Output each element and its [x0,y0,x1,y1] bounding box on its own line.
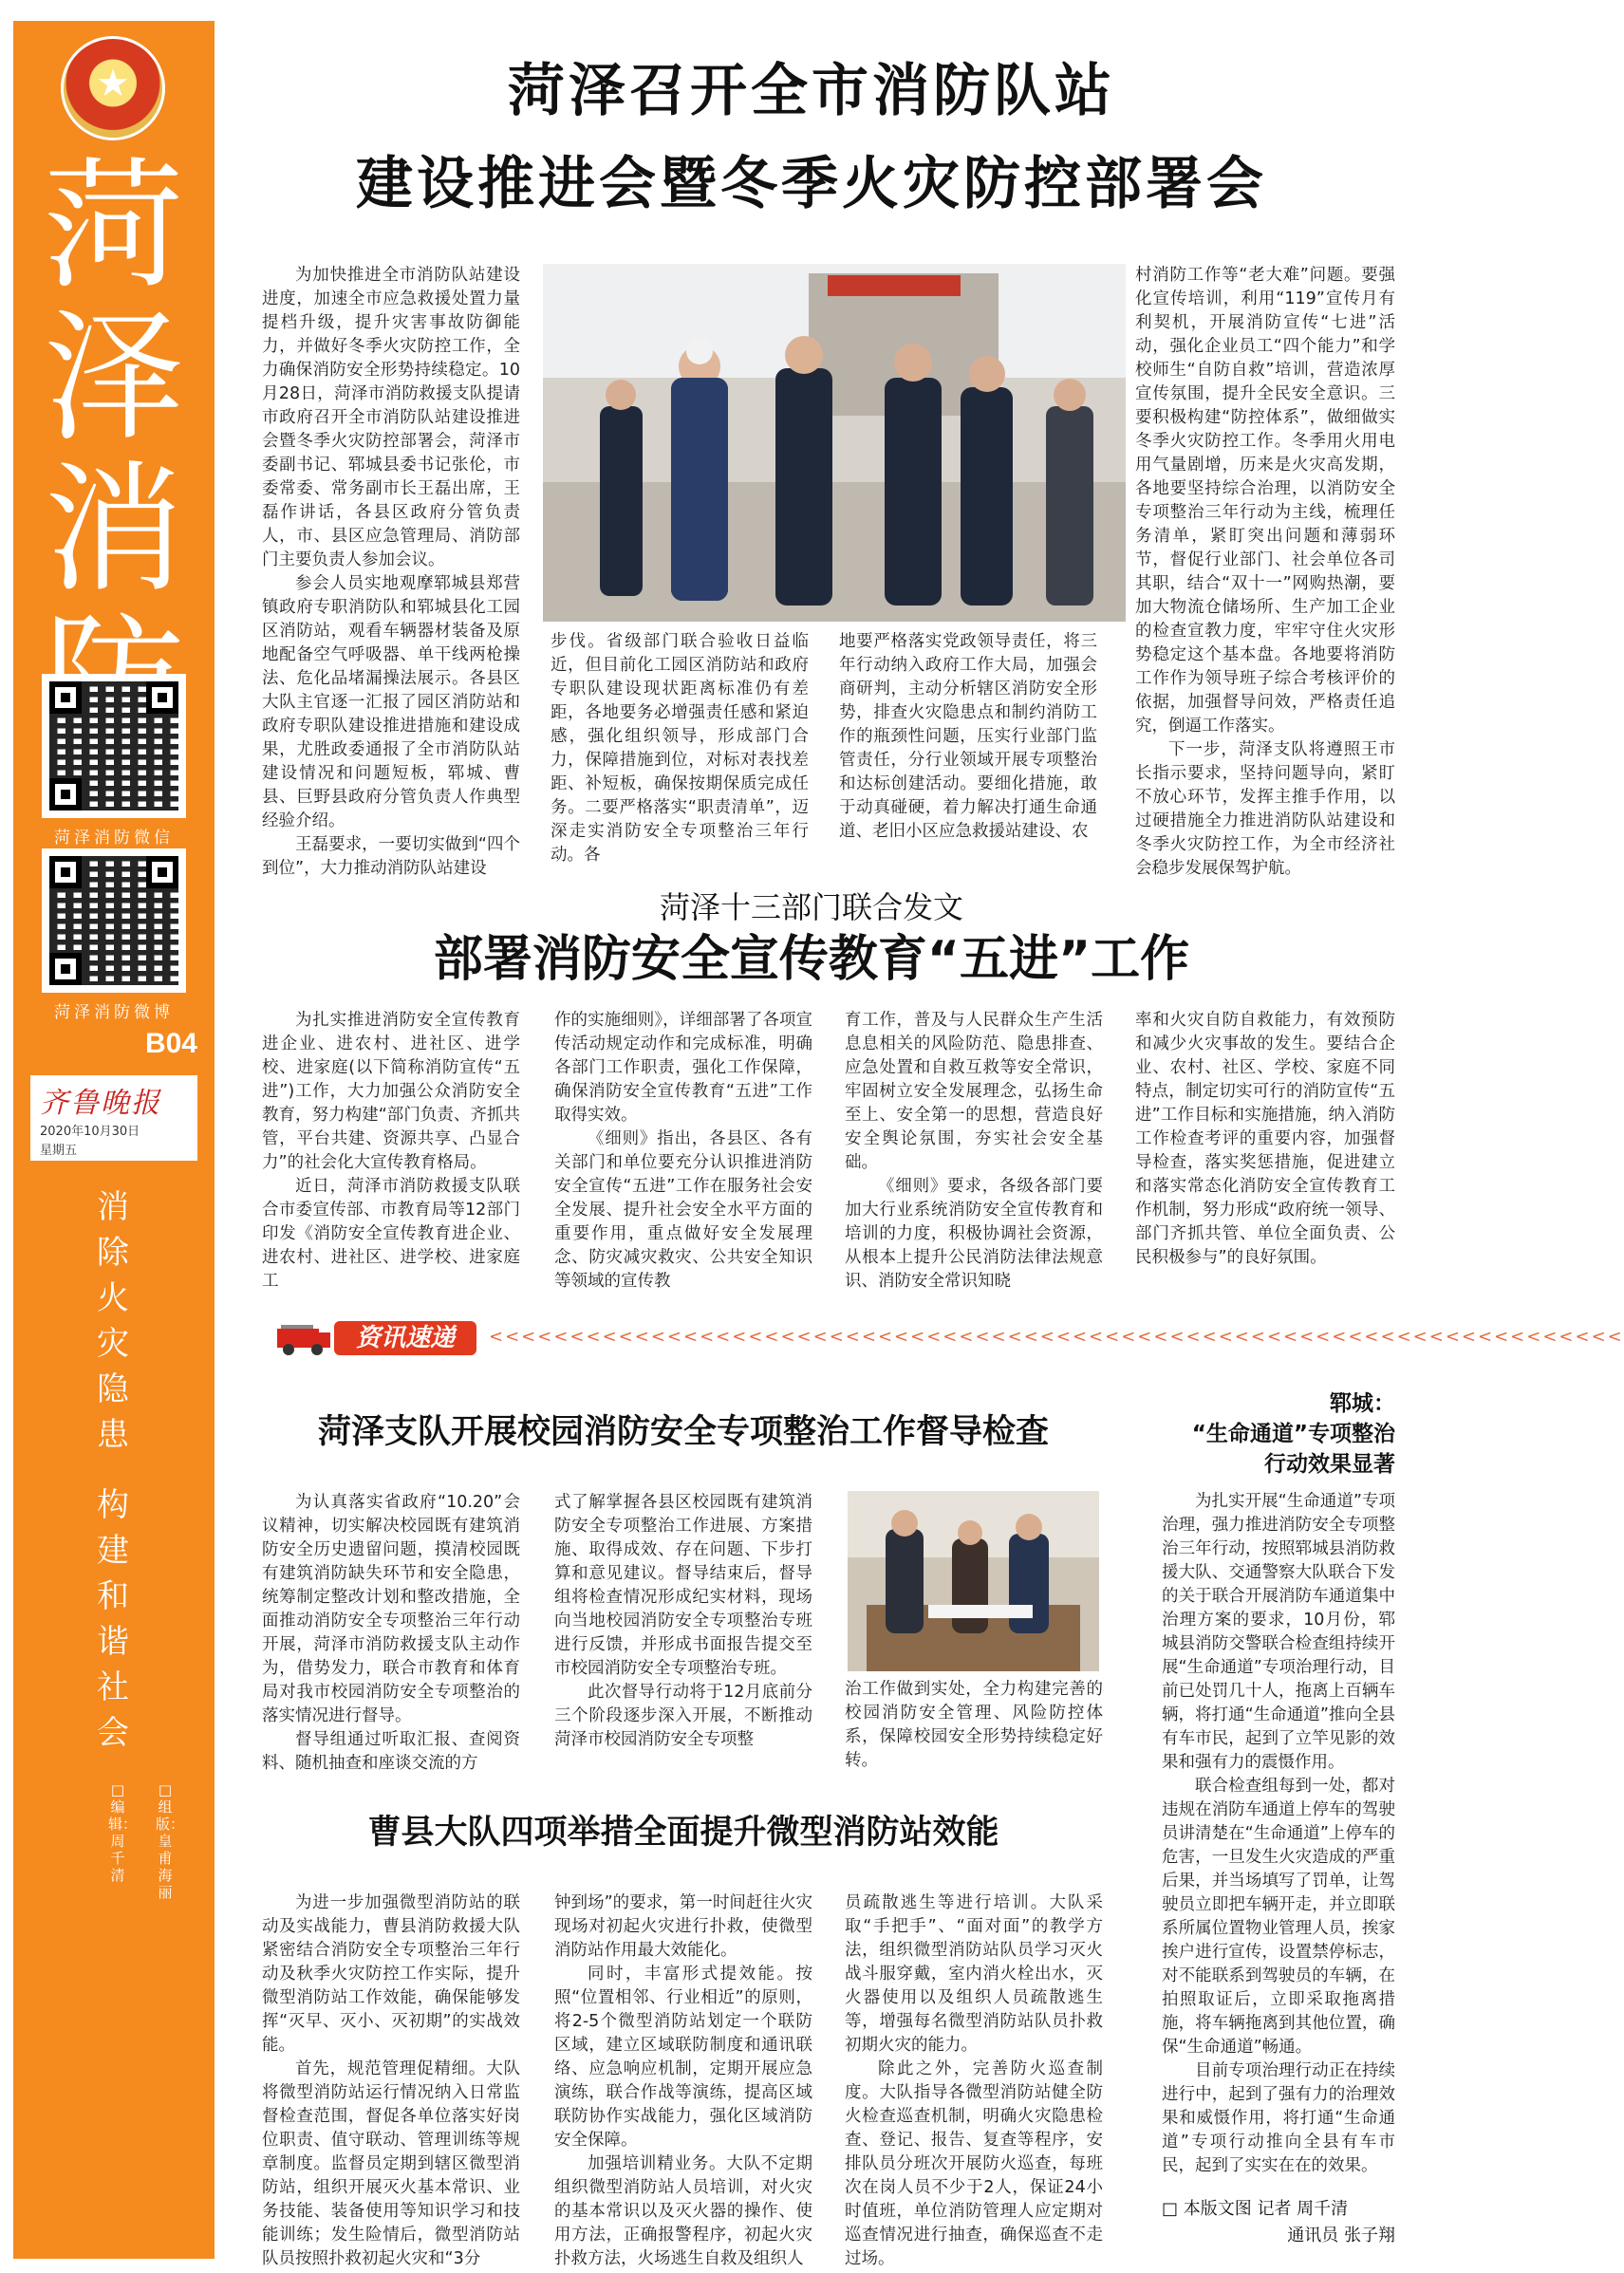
article1-title-line1: 菏泽召开全市消防队站 [508,58,1115,124]
article2-column-4 [1135,1009,1395,1270]
paragraph: 育工作，普及与人民群众生产生活息息相关的风险防范、隐患排查、应急处置和自救互救等安全常识，牢固树立安全发展理念，弘扬生命至上、安全第一的思想，营造良好安全舆论氛围，夯实社会安全基础。 [845,1011,1103,1172]
slogan-line-1: 消除火灾隐患 [97,1188,129,1454]
paragraph: 钟到场”的要求，第一时间赶往火灾现场对初起火灾进行扑救，使微型消防站作用最大效能化。 [554,1893,812,1960]
paragraph: 式了解掌握各县区校园既有建筑消防安全专项整治工作进展、方案措施、取得成效、存在问题、下步打算和意见建议。督导结束后，督导组将检查情况形成纪实材料，现场向当地校园消防安全专项整治专班进行反馈，并形成书面报告提交至市校园消防安全专项整治专班。 [554,1493,812,1678]
masthead-box [30,1075,197,1161]
news-bar-chevrons: <<<<<<<<<<<<<<<<<<<<<<<<<<<<<<<<<<<<<<<<<<<<<<<<<<<<<<<<<<<<<<<<<<<<<< [489,1327,1624,1347]
article3-column-3 [845,1678,1103,1773]
paragraph: 加强培训精业务。大队不定期组织微型消防站人员培训，对火灾的基本常识以及灭火器的操作、使用方法，正确报警程序，初起火灾扑救方法，火场逃生自救及组织人 [554,2154,812,2268]
paragraph: 为扎实开展“生命通道”专项治理，强力推进消防安全专项整治三年行动，按照郓城县消防救援大队、交通警察大队联合下发的关于联合开展消防车通道集中治理方案的要求，10月份，郓城县消防交警联合检查组持续开展“生命通道”专项治理行动，目前已处罚几十人，拖离上百辆车辆，将打通“生命通道”推向全县有车市民，起到了立竿见影的效果和强有力的震慑作用。 [1162,1492,1395,1772]
article1-column-2 [551,630,809,867]
paragraph: 近日，菏泽市消防救援支队联合市委宣传部、市教育局等12部门印发《消防安全宣传教育进企业、进农村、进社区、进学校、进家庭工 [262,1177,520,1291]
page-number-text: B04 [144,1028,197,1059]
article3-photo [848,1491,1099,1671]
article5-body [1162,1490,1395,2178]
slogan-line-2: 构建和谐社会 [97,1486,129,1752]
paragraph: 为加快推进全市消防队站建设进度，加速全市应急救援处置力量提档升级，提升灾害事故防御能力，并做好冬季火灾防控工作，全力确保消防安全形势持续稳定。10月28日，菏泽市消防救援支队提请市政府召开全市消防队站建设推进会暨冬季火灾防控部署会，菏泽市委副书记、郓城县委书记张伦，市委常委、常务副市长王磊出席，王磊作讲话，各县区政府分管负责人，市、县区应急管理局、消防部门主要负责人参加会议。 [262,266,520,569]
byline-line2: 通讯员 张子翔 [1287,2226,1395,2245]
article5-title-line3: 行动效果显著 [1264,1452,1395,1477]
article2-column-2 [554,1009,812,1294]
paragraph: 治工作做到实处，全力构建完善的校园消防安全管理、风险防控体系，保障校园安全形势持续稳定好转。 [845,1680,1103,1770]
paragraph: 步伐。省级部门联合验收日益临近，但目前化工园区消防站和政府专职队建设现状距离标准仍有差距，各地要务必增强责任感和紧迫感，强化组织领导，形成部门合力，保障措施到位，对标对表找差距、补短板，确保按期保质完成任务。二要严格落实“职责清单”，迈深走实消防安全专项整治三年行动。各 [551,632,809,865]
qr-code-weibo[interactable] [42,848,186,993]
paragraph: 率和火灾自防自救能力，有效预防和减少火灾事故的发生。要结合企业、农村、社区、学校、家庭不同特点，制定切实可行的消防宣传“五进”工作目标和实施措施，纳入消防工作检查考评的重要内容，加强督导检查，落实奖惩措施，促进建立和落实常态化消防安全宣传教育工作机制，努力形成“政府统一领导、部门齐抓共管、单位全面负责、公民积极参与”的良好氛围。 [1135,1011,1395,1267]
article2-column-1 [262,1009,520,1294]
article4-column-2 [554,1891,812,2271]
paragraph: 地要严格落实党政领导责任，将三年行动纳入政府工作大局，加强会商研判，主动分析辖区消防安全形势，排查火灾隐患点和制约消防工作的瓶颈性问题，压实行业部门监管责任，分行业领域开展专项整治和达标创建活动。要细化措施，敢于动真碰硬，着力解决打通生命通道、老旧小区应急救援站建设、农 [839,632,1097,841]
article1-title-line2: 建设推进会暨冬季火灾防控部署会 [356,151,1267,217]
qr-label-weibo: 菏泽消防微博 [54,1003,174,1022]
paragraph: 作的实施细则》，详细部署了各项宣传活动规定动作和完成标准，明确各部门工作职责，强化工作保障，确保消防安全宣传教育“五进”工作取得实效。 [554,1011,812,1125]
paragraph: 《细则》要求，各级各部门要加大行业系统消防安全宣传教育和培训的力度，积极协调社会资源，从根本上提升公民消防法律法规意识、消防安全常识知晓 [845,1177,1103,1291]
article3-column-1 [262,1491,520,1776]
paragraph: 为认真落实省政府“10.20”会议精神，切实解决校园既有建筑消防安全历史遗留问题，摸清校园既有建筑消防缺失环节和安全隐患，统筹制定整改计划和整改措施，全面推动消防安全专项整治三年行动开展，菏泽市消防救援支队主动作为，借势发力，联合市教育和体育局对我市校园消防安全专项整治的落实情况进行督导。 [262,1493,520,1725]
article5-title-line1: 郓城： [1330,1391,1395,1416]
paragraph: 参会人员实地观摩郓城县郑营镇政府专职消防队和郓城县化工园区消防站，观看车辆器材装备及原地配备空气呼吸器、单干线两枪操法、危化品堵漏操法展示。各县区大队主官逐一汇报了园区消防站和政府专职队建设推进措施和建设成果，尤胜政委通报了全市消防队站建设情况和问题短板，郓城、曹县、巨野县政府分管负责人作典型经验介绍。 [262,574,520,830]
layout-credit: □组版：皇甫海丽 [156,1781,185,1901]
newspaper-logo: 齐鲁晚报 [40,1087,161,1120]
page-number [13,1022,215,1075]
issue-date: 2020年10月30日 [40,1125,140,1139]
article2-kicker: 菏泽十三部门联合发文 [659,889,963,925]
article3-title: 菏泽支队开展校园消防安全专项整治工作督导检查 [317,1413,1049,1451]
article2-column-3 [845,1009,1103,1294]
article4-column-3 [845,1891,1103,2271]
paragraph: 督导组通过听取汇报、查阅资料、随机抽查和座谈交流的方 [262,1730,520,1773]
article4-title: 曹县大队四项举措全面提升微型消防站效能 [367,1814,999,1852]
byline-line1: □ 本版文图 记者 周千清 [1162,2199,1349,2219]
fire-emblem-icon: ★ [61,36,165,140]
paragraph: 为扎实推进消防安全宣传教育进企业、进农村、进社区、进学校、进家庭(以下简称消防宣传“五进”)工作，大力加强公众消防安全教育，努力构建“部门负责、齐抓共管，平台共建、资源共享、凸显合力”的社会化大宣传教育格局。 [262,1011,520,1172]
editor-credit: □编辑：周千清 [108,1781,138,1884]
paragraph: 村消防工作等“老大难”问题。要强化宣传培训，利用“119”宣传月有利契机，开展消防宣传“七进”活动，强化企业员工“四个能力”和学校师生“自防自救”培训，营造浓厚宣传氛围，提升全民安全意识。三要积极构建“防控体系”，做细做实冬季火灾防控工作。冬季用火用电用气量剧增，历来是火灾高发期，各地要坚持综合治理，以消防安全专项整治三年行动为主线，梳理任务清单，紧盯突出问题和薄弱环节，督促行业部门、社会单位各司其职，结合“双十一”网购热潮，要加大物流仓储场所、生产加工企业的检查宣教力度，牢牢守住火灾形势稳定这个基本盘。各地要将消防工作作为领导班子综合考核评价的依据，加强督导问效，严格责任追究，倒逼工作落实。 [1135,266,1395,736]
article2-title: 部署消防安全宣传教育“五进”工作 [433,931,1190,988]
sidebar [13,21,215,2259]
article1-column-1 [262,264,520,881]
fire-truck-icon [275,1319,332,1357]
paragraph: 此次督导行动将于12月底前分三个阶段逐步深入开展，不断推动菏泽市校园消防安全专项整 [554,1683,812,1749]
paragraph: 同时，丰富形式提效能。按照“位置相邻、行业相近”的原则，将2-5个微型消防站划定一个联防区域，建立区域联防制度和通讯联络、应急响应机制，定期开展应急演练，联合作战等演练，提高区域联防协作实战能力，强化区域消防安全保障。 [554,1965,812,2150]
article5-title-line2: “生命通道”专项整治 [1191,1422,1395,1446]
article1-column-3 [839,630,1097,844]
paragraph: 员疏散逃生等进行培训。大队采取“手把手”、“面对面”的教学方法，组织微型消防站队员学习灭火战斗服穿戴，室内消火栓出水，灭火器使用以及组织人员疏散逃生等，增强每名微型消防站队员扑救初期火灾的能力。 [845,1893,1103,2055]
paragraph: 除此之外，完善防火巡查制度。大队指导各微型消防站健全防火检查巡查机制，明确火灾隐患检查、登记、报告、复查等程序，安排队员分班次开展防火巡查，每班次在岗人员不少于2人，保证24小时值班，单位消防管理人应定期对巡查情况进行抽查，确保巡查不走过场。 [845,2059,1103,2268]
column-title: 菏泽消 [44,144,184,611]
paragraph: 联合检查组每到一处，都对违规在消防车通道上停车的驾驶员讲清楚在“生命通道”上停车的危害，一旦发生火灾造成的严重后果，并当场填写了罚单，让驾驶员立即把车辆开走，并立即联系所属位置物业管理人员，挨家挨户进行宣传，设置禁停标志，对不能联系到驾驶员的车辆，在拍照取证后，立即采取拖离措施，将车辆拖离到其他位置，确保“生命通道”畅通。 [1162,1777,1395,2057]
article4-column-1 [262,1891,520,2271]
article1-photo [543,264,1126,622]
paragraph: 王磊要求，一要切实做到“四个到位”，大力推动消防队站建设 [262,835,520,878]
paragraph: 《细则》指出，各县区、各有关部门和单位要充分认识推进消防安全宣传“五进”工作在服务社会安全发展、提升社会安全水平方面的重要作用，重点做好安全发展理念、防灾减灾救灾、公共安全知识等领域的宣传教 [554,1129,812,1291]
issue-weekday: 星期五 [40,1144,78,1158]
article1-column-4 [1135,264,1395,881]
paragraph: 首先，规范管理促精细。大队将微型消防站运行情况纳入日常监督检查范围，督促各单位落实好岗位职责、值守联动、管理训练等规章制度。监督员定期到辖区微型消防站，组织开展灭火基本常识、业务技能、装备使用等知识学习和技能训练；发生险情后，微型消防站队员按照扑救初起火灾和“3分 [262,2059,520,2268]
paragraph: 为进一步加强微型消防站的联动及实战能力，曹县消防救援大队紧密结合消防安全专项整治三年行动及秋季火灾防控工作实际，提升微型消防站工作效能，确保能够发挥“灭早、灭小、灭初期”的实战效能。 [262,1893,520,2055]
qr-code-wechat[interactable] [42,674,186,818]
paragraph: 下一步，菏泽支队将遵照王市长指示要求，坚持问题导向，紧盯不放心环节，发挥主推手作用，以过硬措施全力推进消防队站建设和冬季火灾防控工作，为全市经济社会稳步发展保驾护航。 [1135,740,1395,878]
news-bar-label: 资讯速递 [334,1321,476,1355]
qr-label-wechat: 菏泽消防微信 [54,829,174,848]
article3-column-2 [554,1491,812,1752]
paragraph: 目前专项治理行动正在持续进行中，起到了强有力的治理效果和威慑作用，将打通“生命通道”专项行动推向全县有车市民，起到了实实在在的效果。 [1162,2061,1395,2175]
